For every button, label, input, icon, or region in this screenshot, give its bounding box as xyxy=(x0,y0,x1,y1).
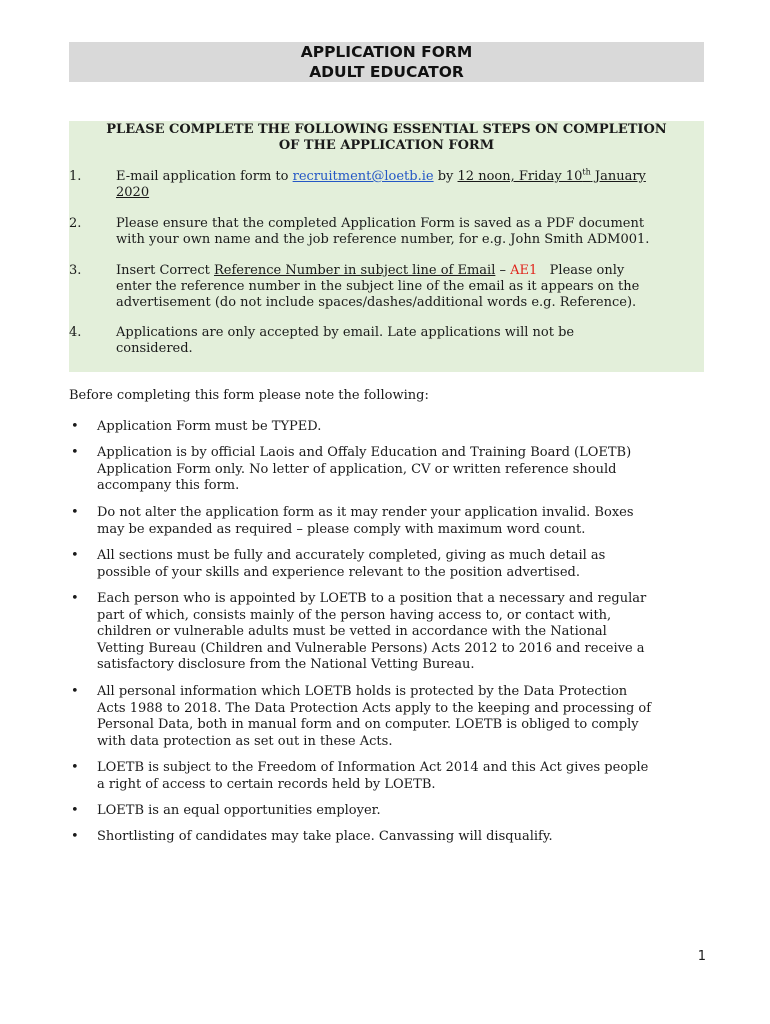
bullet-icon: • xyxy=(71,684,79,699)
step-number: 2. xyxy=(69,216,82,231)
bullet-icon: • xyxy=(71,548,79,563)
step-text: Applications are only accepted by email. Late applications will not be considered. xyxy=(116,325,575,356)
deadline-text: 12 noon, Friday 10th January xyxy=(457,167,646,184)
bullet-icon: • xyxy=(71,760,79,775)
steps-heading-line-1: PLEASE COMPLETE THE FOLLOWING ESSENTIAL STEPS ON COMPLETION xyxy=(106,122,667,137)
reference-number: AE1 xyxy=(510,263,538,278)
step-number: 1. xyxy=(69,169,82,184)
step-text: Please ensure that the completed Application Form is saved as a PDF document with your own name and the job reference number, for e.g. John Smith ADM001. xyxy=(116,216,650,247)
step-1-mid: by xyxy=(433,169,458,184)
form-title xyxy=(69,42,704,82)
steps-heading xyxy=(69,122,704,154)
subject-line-instruction: Reference Number in subject line of Email xyxy=(213,263,496,278)
title-line-2: ADULT EDUCATOR xyxy=(309,63,464,81)
bullet-icon: • xyxy=(71,803,79,818)
note-text: Application Form must be TYPED. xyxy=(97,419,322,434)
notes-intro: Before completing this form please note the following: xyxy=(69,388,429,403)
essential-steps-box xyxy=(69,121,704,372)
steps-heading-line-2: OF THE APPLICATION FORM xyxy=(278,138,495,153)
step-text xyxy=(116,169,704,201)
page-number: 1 xyxy=(697,949,706,964)
bullet-icon: • xyxy=(71,419,79,434)
step-number: 4. xyxy=(69,325,82,340)
note-text: All personal information which LOETB holds is protected by the Data Protection Acts 1988 to 2018. The Data Protection Acts apply to the keeping and processing of Personal Data, both in manual form and on computer. LOETB is obliged to comply with data protection as set out in these Acts. xyxy=(97,684,652,749)
note-text: Each person who is appointed by LOETB to a position that a necessary and regular part of which, consists mainly of the person having access to, or contact with, children or vulnerable adults must be vetted in accordance with the National Vetting Bureau (Children and Vulnerable Persons) Acts 2012 to 2016 and receive a satisfactory disclosure from the National Vetting Bureau. xyxy=(97,591,647,672)
note-text: LOETB is an equal opportunities employer. xyxy=(97,803,381,818)
bullet-icon: • xyxy=(71,505,79,520)
title-line-1: APPLICATION FORM xyxy=(300,43,473,61)
bullet-icon: • xyxy=(71,829,79,844)
step-text: Insert Correct Reference Number in subject line of Email – AE1 Please only enter the reference number in the subject line of the email as it appears on the advertisement (do not include spaces/dashes/additional words e.g. Reference). xyxy=(116,263,640,310)
bullet-icon: • xyxy=(71,445,79,460)
note-text: LOETB is subject to the Freedom of Information Act 2014 and this Act gives people a right of access to certain records held by LOETB. xyxy=(97,760,649,792)
note-text: Shortlisting of candidates may take place. Canvassing will disqualify. xyxy=(97,829,553,844)
note-text: Application is by official Laois and Offaly Education and Training Board (LOETB) Application Form only. No letter of application, CV or written reference should accompany this form. xyxy=(97,445,632,493)
step-number: 3. xyxy=(69,263,82,278)
note-text: All sections must be fully and accurately completed, giving as much detail as possible of your skills and experience relevant to the position advertised. xyxy=(97,548,606,580)
deadline-year: 2020 xyxy=(116,185,150,200)
recruitment-email-link[interactable]: recruitment@loetb.ie xyxy=(292,169,434,184)
step-1-pre: E-mail application form to xyxy=(116,169,293,184)
note-text: Do not alter the application form as it may render your application invalid. Boxes may be expanded as required – please comply with maximum word count. xyxy=(97,505,634,537)
bullet-icon: • xyxy=(71,591,79,606)
